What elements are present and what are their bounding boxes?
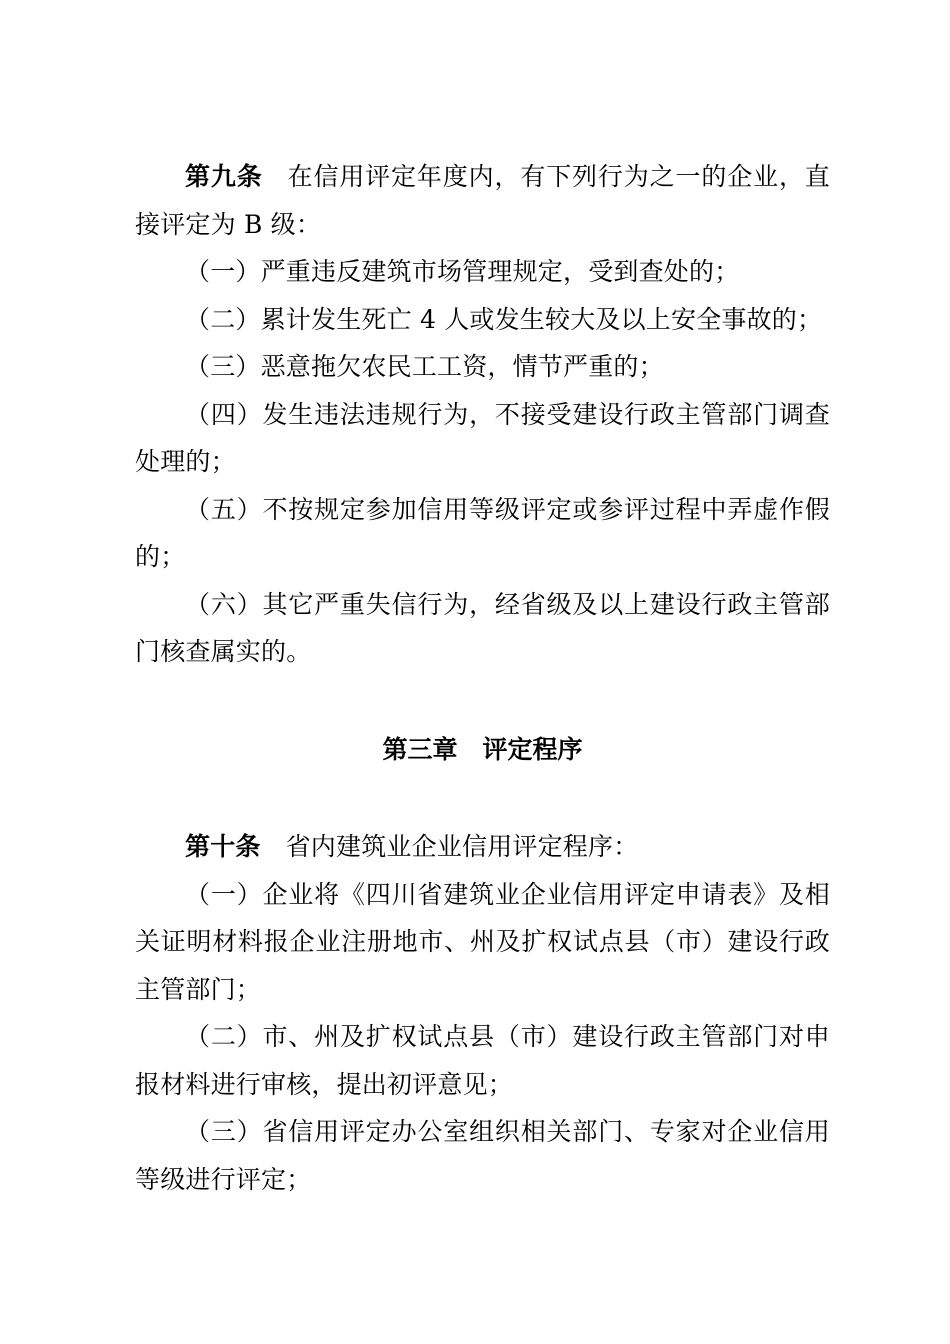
chapter-number: 第三章 <box>382 734 458 764</box>
article-9-label: 第九条 <box>185 162 263 191</box>
article-10-item-2: （二）市、州及扩权试点县（市）建设行政主管部门对申报材料进行审核，提出初评意见； <box>135 1022 830 1099</box>
article-9-item-5: （五）不按规定参加信用等级评定或参评过程中弄虚作假的； <box>135 494 830 571</box>
article-10-item-3: （三）省信用评定办公室组织相关部门、专家对企业信用等级进行评定； <box>135 1117 830 1194</box>
article-9-item-6: （六）其它严重失信行为，经省级及以上建设行政主管部门核查属实的。 <box>135 589 830 666</box>
article-10-intro <box>135 823 830 871</box>
article-10-label: 第十条 <box>185 832 261 861</box>
article-10-intro-text: 省内建筑业企业信用评定程序： <box>285 832 639 861</box>
article-9-intro <box>135 153 830 248</box>
chapter-title: 评定程序 <box>482 734 583 764</box>
article-9-item-3: （三）恶意拖欠农民工工资，情节严重的； <box>185 352 664 381</box>
article-9-item-1: （一）严重违反建筑市场管理规定，受到查处的； <box>185 257 740 286</box>
article-10-item-1: （一）企业将《四川省建筑业企业信用评定申请表》及相关证明材料报企业注册地市、州及扩权试点县（市）建设行政主管部门； <box>135 879 830 1004</box>
document-page <box>135 150 830 1203</box>
article-9-item-2: （二）累计发生死亡 4 人或发生较大及以上安全事故的； <box>185 304 823 334</box>
chapter-heading <box>135 726 830 774</box>
article-9-intro-text: 在信用评定年度内，有下列行为之一的企业，直接评定为 B 级： <box>135 162 831 239</box>
article-9-item-4: （四）发生违法违规行为，不接受建设行政主管部门调查处理的； <box>135 399 830 476</box>
